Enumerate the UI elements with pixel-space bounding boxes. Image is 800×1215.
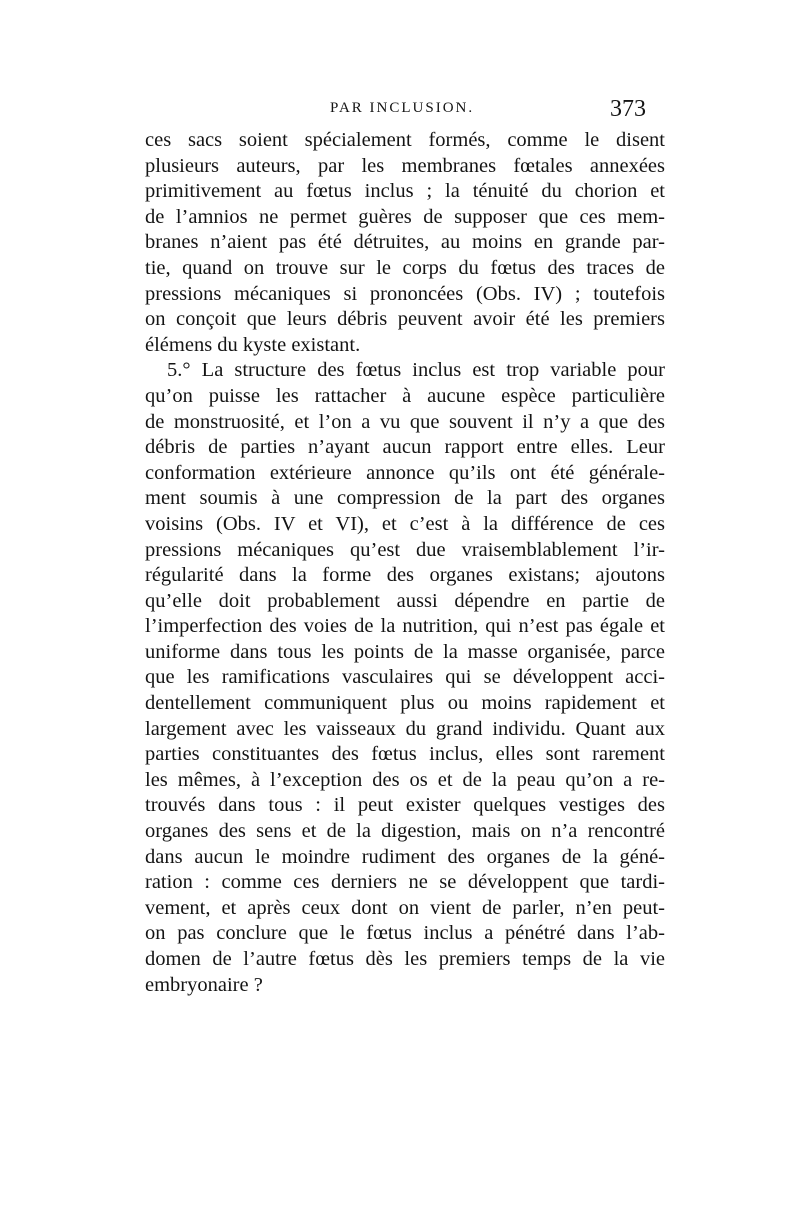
text-line: embryonaire ? [145,973,263,996]
text-line: branes n’aient pas été détruites, au moins en grande par- [145,231,665,254]
text-line: dentellement communiquent plus ou moins rapidement et [145,692,665,715]
text-line: régularité dans la forme des organes existans; ajoutons [145,564,665,587]
text-line: on conçoit que leurs débris peuvent avoir été les premiers [145,308,665,331]
text-line: tie, quand on trouve sur le corps du fœtus des traces de [145,256,665,279]
text-line: de l’amnios ne permet guères de supposer que ces mem- [145,205,665,228]
text-line: parties constituantes des fœtus inclus, elles sont rarement [145,743,665,766]
text-line: trouvés dans tous : il peut exister quelques vestiges des [145,794,665,817]
text-line: ces sacs soient spécialement formés, comme le disent [145,129,665,151]
text-line: les mêmes, à l’exception des os et de la peau qu’on a re- [145,768,665,791]
text-line: élémens du kyste existant. [145,333,361,356]
text-line: pressions mécaniques qu’est due vraisemblablement l’ir- [145,538,665,561]
text-line: 5.° La structure des fœtus inclus est trop variable pour [167,359,665,382]
page-number: 373 [610,96,646,122]
text-line: qu’elle doit probablement aussi dépendre en partie de [145,589,665,612]
text-line: vement, et après ceux dont on vient de parler, n’en peut- [145,896,665,919]
text-line: voisins (Obs. IV et VI), et c’est à la différence de ces [145,512,665,535]
text-line: uniforme dans tous les points de la masse organisée, parce [145,640,665,663]
text-line: ration : comme ces derniers ne se développent que tardi- [145,871,665,894]
running-head: PAR INCLUSION. [330,100,475,116]
text-line: l’imperfection des voies de la nutrition, qui n’est pas égale et [145,615,665,638]
text-line: pressions mécaniques si prononcées (Obs. IV) ; toutefois [145,282,665,305]
text-line: domen de l’autre fœtus dès les premiers temps de la vie [145,948,665,970]
text-line: qu’on puisse les rattacher à aucune espèce particulière [145,384,665,407]
text-line: de monstruosité, et l’on a vu que souvent il n’y a que des [145,410,665,433]
text-line: dans aucun le moindre rudiment des organes de la géné- [145,845,665,868]
text-line: plusieurs auteurs, par les membranes fœtales annexées [145,154,665,177]
text-line: primitivement au fœtus inclus ; la ténuité du chorion et [145,180,665,203]
text-line: débris de parties n’ayant aucun rapport entre elles. Leur [145,436,665,459]
text-line: que les ramifications vasculaires qui se développent acci- [145,666,665,689]
text-line: conformation extérieure annonce qu’ils ont été générale- [145,461,665,484]
text-line: largement avec les vaisseaux du grand individu. Quant aux [145,717,665,740]
text-line: on pas conclure que le fœtus inclus a pénétré dans l’ab- [145,922,665,945]
body-text [145,128,665,998]
text-line: organes des sens et de la digestion, mais on n’a rencontré [145,820,665,843]
text-line: ment soumis à une compression de la part des organes [145,487,665,510]
